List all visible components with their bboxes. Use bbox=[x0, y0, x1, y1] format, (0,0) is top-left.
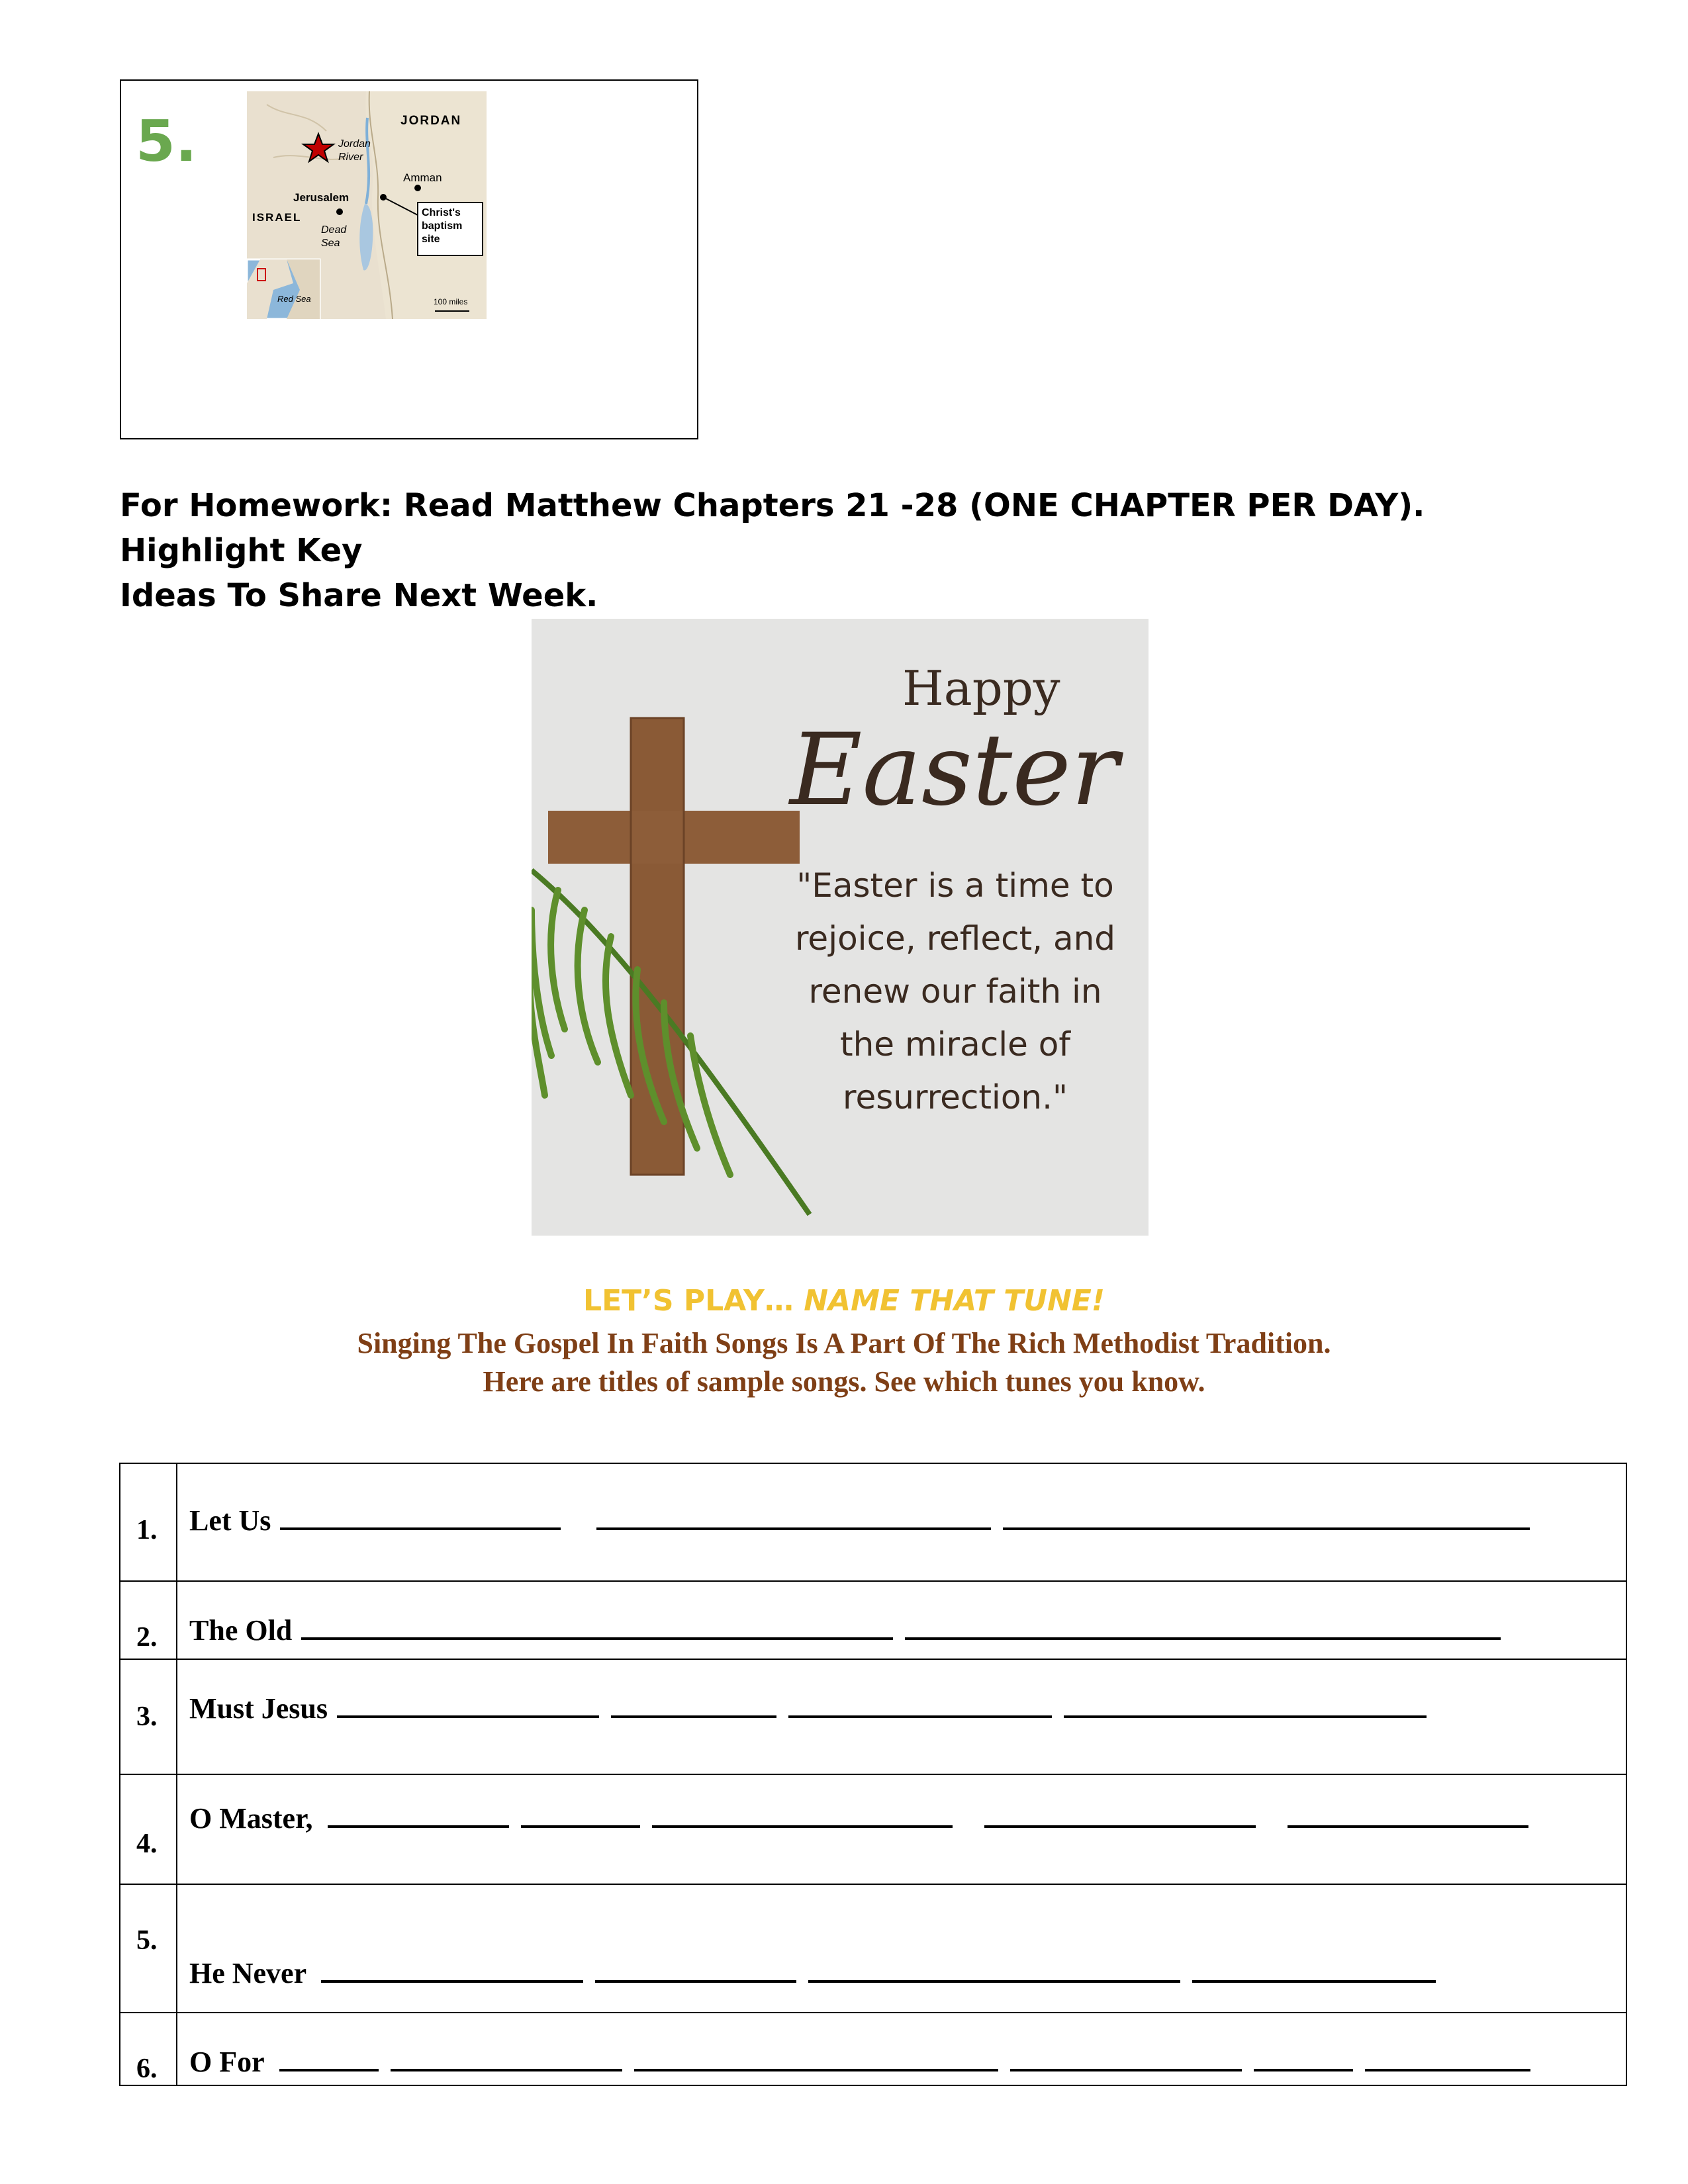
number-cell bbox=[120, 1582, 177, 1659]
song-start: O Master, bbox=[189, 1802, 313, 1835]
map-label-jordan-river: Jordan bbox=[338, 138, 371, 150]
song-line bbox=[189, 2045, 1530, 2079]
row-number: 6. bbox=[136, 2054, 158, 2084]
map-label-israel: ISRAEL bbox=[252, 211, 302, 224]
answer-blank[interactable] bbox=[1064, 1696, 1427, 1718]
row-number: 3. bbox=[136, 1702, 158, 1732]
easter-quote-line: rejoice, reflect, and bbox=[794, 919, 1116, 958]
song-line bbox=[189, 1614, 1501, 1647]
answer-blank[interactable] bbox=[391, 2049, 622, 2071]
song-start: Let Us bbox=[189, 1504, 271, 1537]
answer-blank[interactable] bbox=[808, 1960, 1180, 1983]
answer-blank[interactable] bbox=[652, 1805, 953, 1828]
easter-title: Easter bbox=[790, 713, 1119, 828]
map-label-baptism-site: Christ's bbox=[422, 207, 461, 218]
tune-title-prefix: LET’S PLAY… bbox=[583, 1284, 804, 1318]
baptism-site-map bbox=[247, 91, 487, 319]
name-that-tune-title bbox=[0, 1284, 1688, 1318]
row-number: 2. bbox=[136, 1622, 158, 1653]
song-start: The Old bbox=[189, 1614, 293, 1647]
number-cell bbox=[120, 1775, 177, 1884]
answer-blank[interactable] bbox=[279, 2049, 379, 2071]
map-label-baptism-site: baptism bbox=[422, 220, 463, 232]
song-line bbox=[189, 1956, 1436, 1990]
easter-quote-line: "Easter is a time to bbox=[796, 866, 1114, 905]
easter-quote-line: renew our faith in bbox=[808, 972, 1102, 1011]
answer-blank[interactable] bbox=[328, 1805, 509, 1828]
answer-blank[interactable] bbox=[1254, 2049, 1353, 2071]
answer-blank[interactable] bbox=[1365, 2049, 1530, 2071]
answer-blank[interactable] bbox=[521, 1805, 640, 1828]
table-row bbox=[120, 1884, 1626, 2012]
question-number: 5. bbox=[136, 109, 197, 175]
song-start: O For bbox=[189, 2046, 265, 2078]
answer-blank[interactable] bbox=[280, 1508, 561, 1530]
song-start: Must Jesus bbox=[189, 1692, 328, 1725]
answer-blank[interactable] bbox=[634, 2049, 998, 2071]
map-label-red-sea: Red Sea bbox=[277, 294, 311, 304]
answer-blank[interactable] bbox=[321, 1960, 583, 1983]
question-5-box bbox=[120, 79, 698, 439]
answer-blank[interactable] bbox=[301, 1617, 893, 1640]
map-label-jordan-river: River bbox=[338, 152, 363, 163]
map-label-amman: Amman bbox=[403, 171, 442, 184]
song-line bbox=[189, 1504, 1530, 1537]
answer-blank[interactable] bbox=[1192, 1960, 1436, 1983]
table-row bbox=[120, 1774, 1626, 1884]
answer-blank[interactable] bbox=[1010, 2049, 1242, 2071]
answer-blank[interactable] bbox=[1288, 1805, 1528, 1828]
happy-easter-image bbox=[532, 619, 1149, 1236]
map-label-jordan: JORDAN bbox=[400, 114, 462, 128]
row-number: 5. bbox=[136, 1925, 158, 1956]
songs-table bbox=[119, 1463, 1627, 2086]
tune-subtitle-2: Here are titles of sample songs. See which tunes you know. bbox=[483, 1365, 1205, 1398]
map-label-dead-sea: Dead bbox=[321, 224, 347, 236]
answer-blank[interactable] bbox=[611, 1696, 776, 1718]
map-label-dead-sea: Sea bbox=[321, 238, 340, 249]
number-cell bbox=[120, 1660, 177, 1774]
homework-line-2: Ideas To Share Next Week. bbox=[120, 577, 598, 614]
answer-blank[interactable] bbox=[984, 1805, 1256, 1828]
number-cell bbox=[120, 1464, 177, 1580]
answer-blank[interactable] bbox=[905, 1617, 1501, 1640]
number-cell bbox=[120, 1885, 177, 2012]
number-cell bbox=[120, 2013, 177, 2085]
answer-blank[interactable] bbox=[595, 1960, 796, 1983]
answer-blank[interactable] bbox=[596, 1508, 991, 1530]
row-number: 1. bbox=[136, 1515, 158, 1545]
easter-quote-line: the miracle of bbox=[840, 1025, 1070, 1064]
easter-happy: Happy bbox=[902, 660, 1060, 716]
map-label-baptism-site: site bbox=[422, 234, 440, 245]
row-number: 4. bbox=[136, 1829, 158, 1859]
song-line bbox=[189, 1801, 1528, 1835]
answer-blank[interactable] bbox=[337, 1696, 599, 1718]
map-label-jerusalem: Jerusalem bbox=[293, 191, 350, 204]
map-scale: 100 miles bbox=[434, 297, 468, 306]
easter-quote-line: resurrection." bbox=[842, 1078, 1068, 1116]
answer-blank[interactable] bbox=[788, 1696, 1052, 1718]
tune-title-em: NAME THAT TUNE! bbox=[804, 1284, 1105, 1318]
tune-subtitle-1: Singing The Gospel In Faith Songs Is A Part Of The Rich Methodist Tradition. bbox=[357, 1327, 1331, 1359]
song-start: He Never bbox=[189, 1957, 307, 1989]
homework-line-1: For Homework: Read Matthew Chapters 21 -28 (ONE CHAPTER PER DAY). Highlight Key bbox=[120, 487, 1425, 569]
table-row bbox=[120, 2012, 1626, 2085]
table-row bbox=[120, 1659, 1626, 1774]
cross-horizontal bbox=[548, 811, 800, 864]
table-row bbox=[120, 1464, 1626, 1580]
table-row bbox=[120, 1580, 1626, 1659]
song-line bbox=[189, 1692, 1427, 1725]
answer-blank[interactable] bbox=[1003, 1508, 1530, 1530]
homework-instructions bbox=[120, 483, 1576, 618]
